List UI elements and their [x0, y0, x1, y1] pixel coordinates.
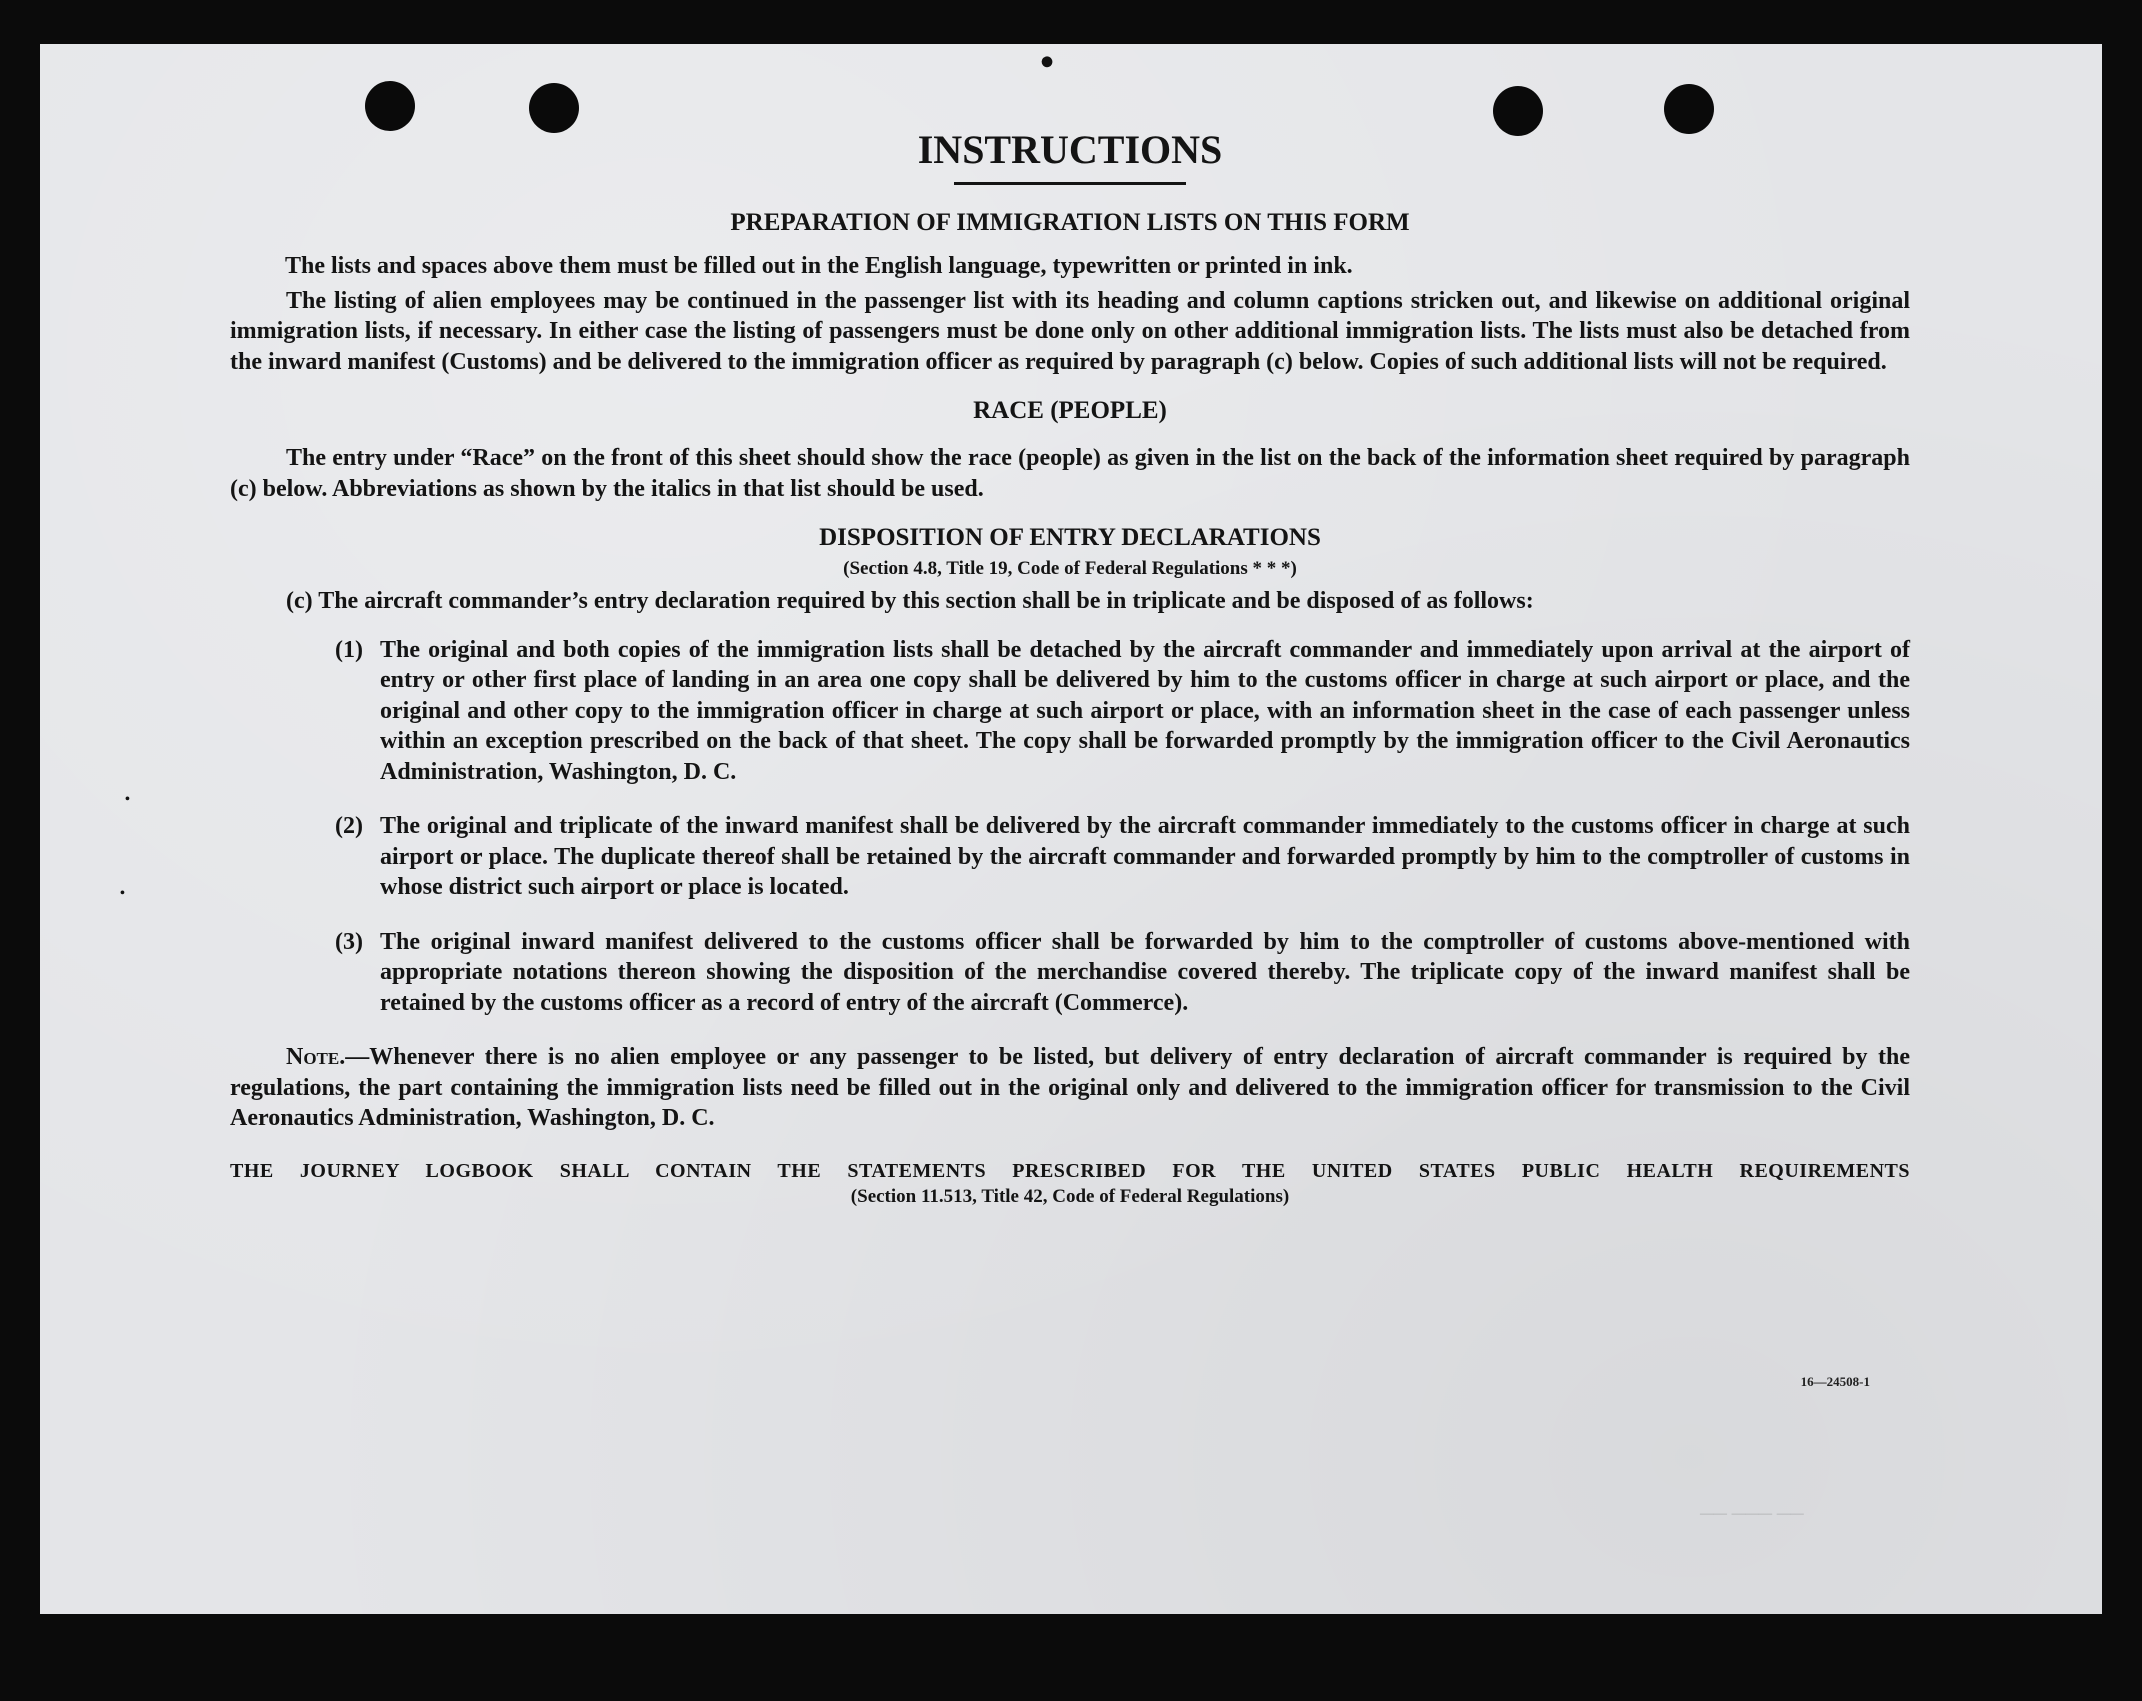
list-item-text: The original and triplicate of the inward manifest shall be delivered by the aircraft commander immediately to the customs officer in charge at such airport or place. The duplicate thereof shall be retained by the aircraft commander and forwarded promptly by him to the comptroller of customs in whose district such airport or place is located.	[380, 813, 1910, 900]
disposition-citation: (Section 4.8, Title 19, Code of Federal Regulations * * *)	[843, 558, 1297, 579]
note-lead: Note.	[286, 1044, 346, 1070]
public-health-citation: (Section 11.513, Title 42, Code of Federal Regulations)	[850, 1185, 1290, 1207]
section-heading-race: RACE (PEOPLE)	[973, 397, 1167, 424]
form-number: 16—24508-1	[1800, 1374, 1870, 1389]
list-item-number: (1)	[335, 636, 363, 663]
bleed-through-text: ── ─── ──	[1700, 1504, 1804, 1525]
list-item-number: (3)	[335, 928, 363, 955]
ink-mark: •	[125, 792, 130, 807]
note-paragraph	[230, 1042, 1910, 1134]
disposition-intro: (c) The aircraft commander’s entry declaration required by this section shall be in triplicate and be disposed of as follows:	[286, 588, 1534, 614]
list-item	[335, 811, 1910, 903]
list-item-number: (2)	[335, 813, 363, 839]
list-item-text: The original and both copies of the immigration lists shall be detached by the aircraft commander and immediately upon arrival at the airport of entry or other first place of landing in an area one copy shall be delivered by him to the customs officer in charge at such airport or place, and the original and other copy to the immigration officer in charge at such airport or place, with an information sheet in the case of each passenger unless within an exception prescribed on the back of that sheet. The copy shall be forwarded promptly by the immigration officer to the Civil Aeronautics Administration, Washington, D. C.	[380, 636, 1910, 785]
title-underline	[954, 182, 1186, 185]
preparation-paragraph-2: The listing of alien employees may be continued in the passenger list with its heading and column captions stricken out, and likewise on additional original immigration lists, if necessary. In either case the listing of passengers must be done only on other additional immigration lists. The lists must also be detached from the inward manifest (Customs) and be delivered to the immigration officer as required by paragraph (c) below. Copies of such additional lists will not be required.	[230, 287, 1910, 375]
list-item	[335, 927, 1910, 1019]
disposition-list	[230, 635, 1910, 1019]
preparation-paragraph-1: The lists and spaces above them must be filled out in the English language, typewritten or printed in ink.	[285, 253, 1353, 279]
race-paragraph: The entry under “Race” on the front of this sheet should show the race (people) as given in the list on the back of the information sheet required by paragraph (c) below. Abbreviations as shown by the italics in that list should be used.	[230, 445, 1910, 502]
list-item	[335, 635, 1910, 788]
page-title: INSTRUCTIONS	[917, 127, 1223, 172]
ink-mark: •	[120, 886, 125, 901]
document-sheet	[40, 37, 2102, 1614]
instructions-content	[230, 122, 1910, 1208]
note-text: —Whenever there is no alien employee or any passenger to be listed, but delivery of entry declaration of aircraft commander is required by the regulations, the part containing the immigration lists need be filled out in the original only and delivered to the immigration officer for transmission to the Civil Aeronautics Administration, Washington, D. C.	[230, 1044, 1910, 1131]
public-health-statement: THE JOURNEY LOGBOOK SHALL CONTAIN THE STATEMENTS PRESCRIBED FOR THE UNITED STATES PUBLIC HEALTH REQUIREMENTS	[230, 1159, 1910, 1182]
list-item-text: The original inward manifest delivered to the customs officer shall be forwarded by him to the comptroller of customs above-mentioned with appropriate notations thereon showing the disposition of the merchandise covered thereby. The triplicate copy of the inward manifest shall be retained by the customs officer as a record of entry of the aircraft (Commerce).	[380, 928, 1910, 1016]
ink-mark: •	[1032, 37, 1062, 86]
section-heading-preparation: PREPARATION OF IMMIGRATION LISTS ON THIS FORM	[730, 209, 1410, 236]
section-heading-disposition: DISPOSITION OF ENTRY DECLARATIONS	[819, 524, 1321, 551]
